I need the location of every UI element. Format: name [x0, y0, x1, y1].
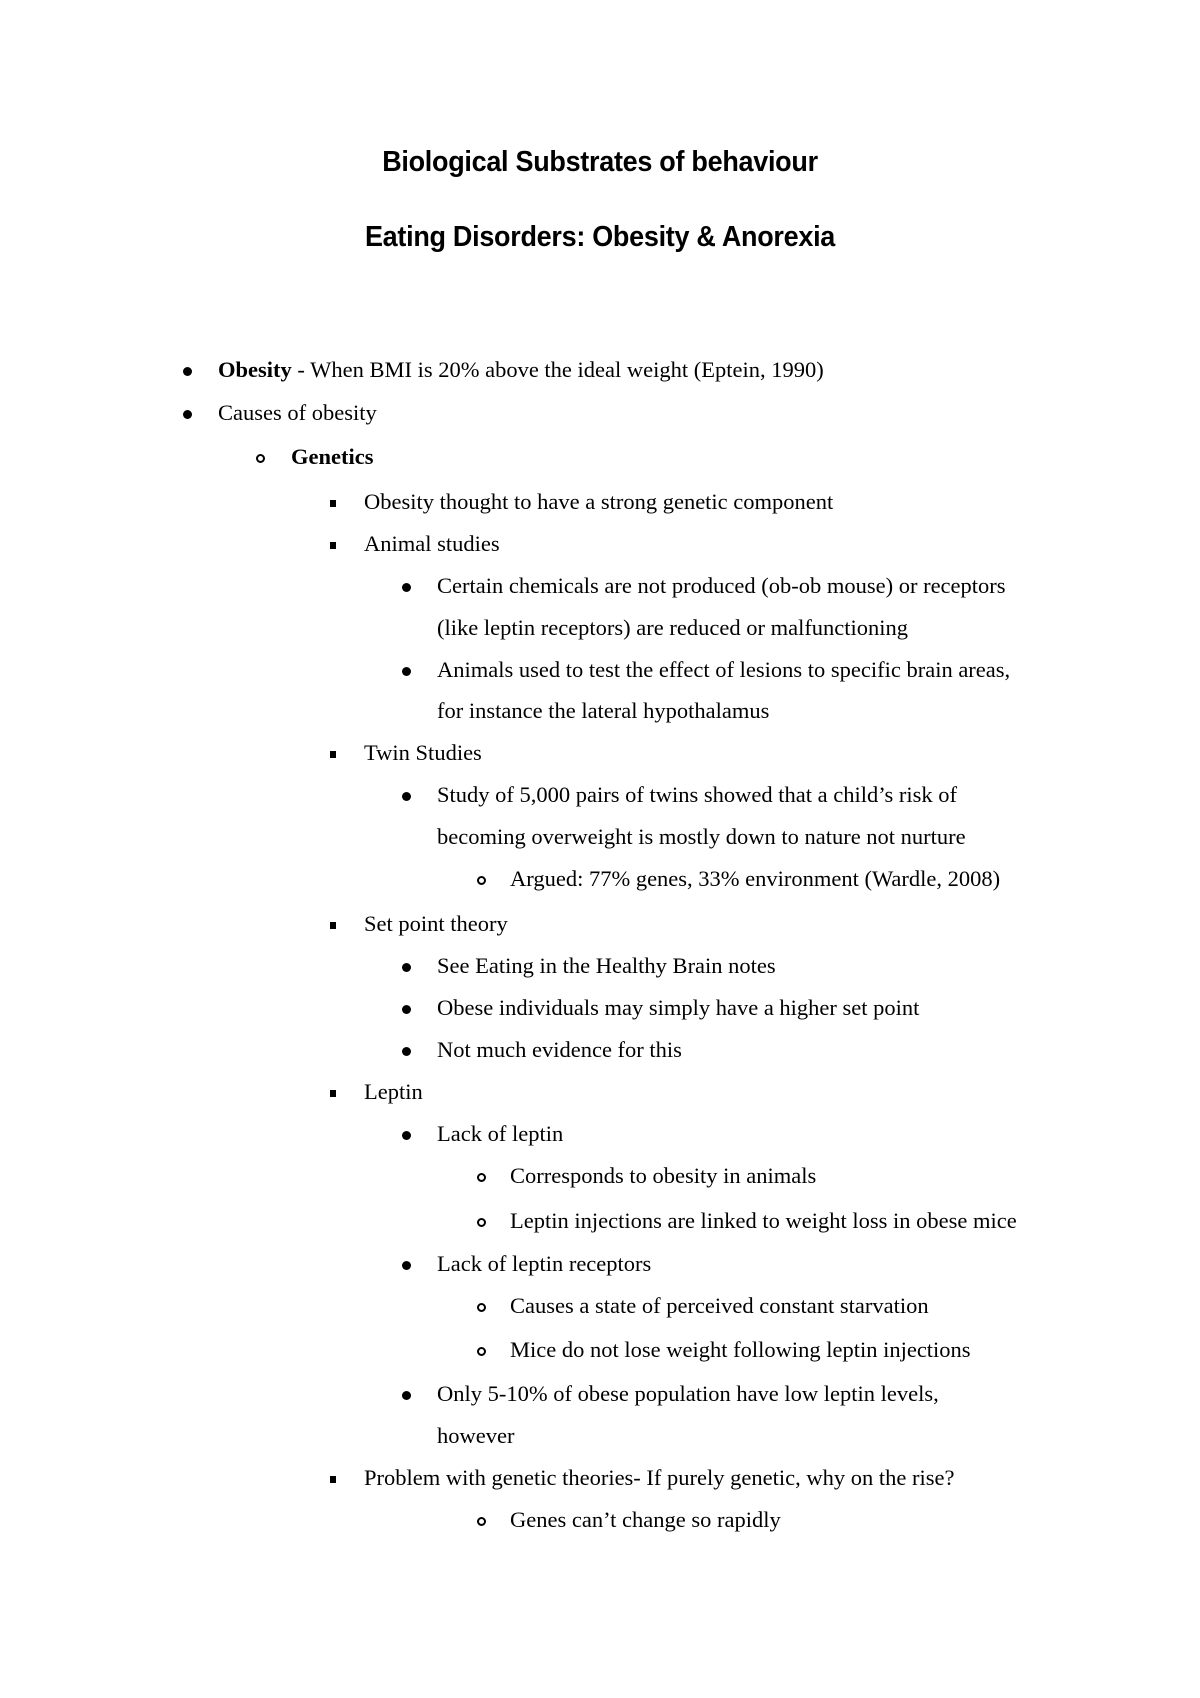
bullet-square-icon	[330, 922, 336, 929]
list-item-text: Only 5-10% of obese population have low leptin levels,	[437, 1381, 939, 1406]
bullet-circle-icon	[477, 1173, 486, 1182]
list-item	[437, 700, 769, 723]
list-item	[437, 1383, 939, 1406]
list-item	[218, 359, 824, 382]
list-item	[510, 1339, 971, 1362]
bullet-circle-icon	[477, 1517, 486, 1526]
list-item-text: Leptin injections are linked to weight loss in obese mice	[510, 1208, 1017, 1233]
list-item	[437, 955, 776, 978]
list-item-text: Animal studies	[364, 531, 500, 556]
bullet-circle-icon	[256, 454, 265, 463]
list-item	[437, 784, 957, 807]
list-item-text: Set point theory	[364, 911, 508, 936]
list-item	[510, 868, 1000, 891]
list-item-text: Genes can’t change so rapidly	[510, 1507, 781, 1532]
list-item-text: becoming overweight is mostly down to nature not nurture	[437, 824, 966, 849]
bullet-dot-icon	[402, 583, 411, 592]
bullet-square-icon	[330, 500, 336, 507]
bullet-square-icon	[330, 542, 336, 549]
list-item	[437, 1039, 682, 1062]
bullet-square-icon	[330, 1090, 336, 1097]
bullet-dot-icon	[183, 367, 192, 376]
list-item-text: Causes a state of perceived constant starvation	[510, 1293, 929, 1318]
list-item-heading: Genetics	[291, 444, 374, 469]
bullet-dot-icon	[402, 1131, 411, 1140]
bullet-dot-icon	[402, 1005, 411, 1014]
list-item-text: Problem with genetic theories- If purely genetic, why on the rise?	[364, 1465, 955, 1490]
list-item-text: however	[437, 1423, 515, 1448]
bullet-dot-icon	[402, 667, 411, 676]
list-item-text: Obese individuals may simply have a higher set point	[437, 995, 920, 1020]
bullet-circle-icon	[477, 1347, 486, 1356]
list-item-text: Lack of leptin	[437, 1121, 564, 1146]
list-item	[437, 659, 1010, 682]
list-item-text: Certain chemicals are not produced (ob-ob mouse) or receptors	[437, 573, 1006, 598]
list-item	[437, 617, 908, 640]
list-item	[364, 1467, 954, 1490]
bullet-dot-icon	[402, 792, 411, 801]
list-item	[510, 1295, 929, 1318]
list-item-text: Obesity thought to have a strong genetic component	[364, 489, 834, 514]
list-item	[364, 742, 482, 765]
bullet-dot-icon	[402, 1261, 411, 1270]
list-item-text: Not much evidence for this	[437, 1037, 682, 1062]
list-item	[291, 446, 373, 469]
list-item-text: Mice do not lose weight following leptin injections	[510, 1337, 971, 1362]
bullet-circle-icon	[477, 876, 486, 885]
bullet-dot-icon	[183, 410, 192, 419]
list-item-text: Animals used to test the effect of lesions to specific brain areas,	[437, 657, 1011, 682]
list-item-text: Causes of obesity	[218, 400, 377, 425]
list-item	[437, 997, 919, 1020]
list-item	[218, 402, 377, 425]
bullet-dot-icon	[402, 1391, 411, 1400]
list-item-text: See Eating in the Healthy Brain notes	[437, 953, 776, 978]
list-item	[510, 1165, 816, 1188]
list-item-text: Corresponds to obesity in animals	[510, 1163, 817, 1188]
list-item	[364, 1081, 423, 1104]
list-item-heading: Obesity	[218, 357, 292, 382]
list-item-text: Leptin	[364, 1079, 423, 1104]
bullet-dot-icon	[402, 1047, 411, 1056]
list-item	[364, 913, 508, 936]
list-item-text: Twin Studies	[364, 740, 482, 765]
list-item	[510, 1509, 781, 1532]
list-item	[364, 491, 833, 514]
bullet-circle-icon	[477, 1218, 486, 1227]
document-title: Biological Substrates of behaviour	[382, 146, 818, 178]
bullet-dot-icon	[402, 963, 411, 972]
list-item	[437, 1425, 514, 1448]
list-item-text: Study of 5,000 pairs of twins showed that a child’s risk of	[437, 782, 957, 807]
list-item-text: Lack of leptin receptors	[437, 1251, 652, 1276]
list-item-text: Argued: 77% genes, 33% environment (Wardle, 2008)	[510, 866, 1001, 891]
list-item-text: (like leptin receptors) are reduced or malfunctioning	[437, 615, 909, 640]
list-item	[437, 1123, 563, 1146]
bullet-square-icon	[330, 751, 336, 758]
document-subtitle: Eating Disorders: Obesity & Anorexia	[364, 221, 836, 253]
list-item	[437, 575, 1006, 598]
list-item	[437, 826, 966, 849]
bullet-square-icon	[330, 1476, 336, 1483]
list-item	[437, 1253, 651, 1276]
list-item	[364, 533, 500, 556]
list-item-text: for instance the lateral hypothalamus	[437, 698, 770, 723]
bullet-circle-icon	[477, 1303, 486, 1312]
list-item	[510, 1210, 1017, 1233]
list-item-text: - When BMI is 20% above the ideal weight (Eptein, 1990)	[291, 357, 824, 382]
